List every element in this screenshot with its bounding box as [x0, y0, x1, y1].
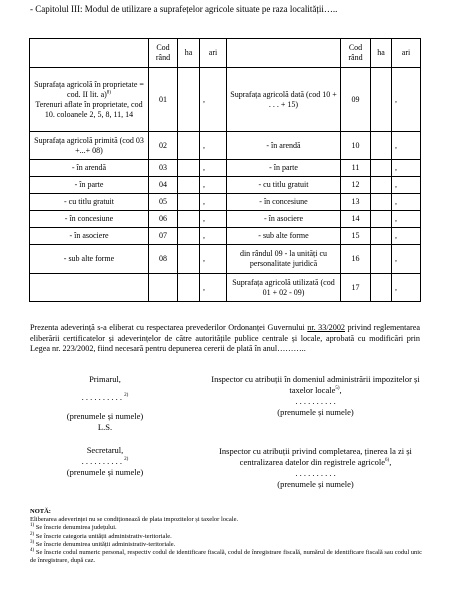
- row-code-left: 02: [149, 132, 178, 160]
- table-row: [30, 274, 421, 302]
- row-code-left: [149, 274, 178, 302]
- row-label-left: [30, 274, 149, 302]
- chapter-heading: - Capitolul III: Modul de utilizare a suprafețelor agricole situate pe raza localității…..: [30, 4, 338, 14]
- row-label-right: Suprafața agricolă utilizată (cod 01 + 02 - 09): [227, 274, 341, 302]
- notes-title: NOTĂ:: [30, 508, 51, 515]
- row-ha-right: [371, 160, 392, 177]
- table-row: [30, 228, 421, 245]
- header-blank-left: [30, 39, 149, 68]
- row-ha-left: [178, 177, 200, 194]
- header-blank-right: [227, 39, 341, 68]
- tax-inspector-name-caption: (prenumele și numele): [277, 407, 354, 417]
- row-ari-left: ,: [200, 245, 227, 274]
- footnotes: [30, 508, 422, 565]
- row-code-right: 10: [341, 132, 371, 160]
- row-ari-right: ,: [392, 194, 421, 211]
- row-ha-left: [178, 274, 200, 302]
- row-label-right: - în asociere: [227, 211, 341, 228]
- note-3: $^{3)}$ Se înscrie denumirea unității administrativ-teritoriale.: [30, 539, 176, 548]
- row-label-left: - sub alte forme: [30, 245, 149, 274]
- row-code-right: 12: [341, 177, 371, 194]
- row-ha-left: [178, 228, 200, 245]
- mayor-signature-block: [30, 374, 180, 433]
- row-code-left: 05: [149, 194, 178, 211]
- row-ari-right: ,: [392, 160, 421, 177]
- tax-inspector-title: Inspector cu atribuții în domeniul administrării impozitelor și taxelor locale$^{5)}$,: [211, 374, 420, 395]
- ordinance-reference: nr. 33/2002: [307, 323, 346, 332]
- registry-inspector-name-line: . . . . . . . . . .: [295, 468, 336, 478]
- row-label-left: Suprafața agricolă în proprietate = cod. II lit. a)$^{8)}$ Terenuri aflate în proprietate, cod 10. coloanele 2, 5, 8, 11, 14: [30, 68, 149, 132]
- row-ha-left: [178, 68, 200, 132]
- table-header-row: [30, 39, 421, 68]
- row-ha-left: [178, 211, 200, 228]
- note-0: Eliberarea adeverinței nu se condiționează de plata impozitelor și taxelor locale.: [30, 516, 239, 524]
- table-row: [30, 160, 421, 177]
- row-code-right: 16: [341, 245, 371, 274]
- row-ari-left: ,: [200, 194, 227, 211]
- note-4: $^{4)}$ Se înscrie codul numeric personal, respectiv codul de identificare fiscală, codul de înregistrare fiscală, numărul de identificare fiscală sau codul unic de înregistrare, după caz.: [30, 547, 422, 565]
- table-row: [30, 245, 421, 274]
- row-label-left: - în asociere: [30, 228, 149, 245]
- row-label-right: - în parte: [227, 160, 341, 177]
- row-code-left: 06: [149, 211, 178, 228]
- row-code-right: 17: [341, 274, 371, 302]
- row-ha-right: [371, 132, 392, 160]
- row-code-left: 08: [149, 245, 178, 274]
- row-ha-right: [371, 194, 392, 211]
- row-code-left: 04: [149, 177, 178, 194]
- row-label-right: - cu titlu gratuit: [227, 177, 341, 194]
- row-code-right: 09: [341, 68, 371, 132]
- note-1: $^{1)}$ Se înscrie denumirea județului.: [30, 523, 117, 532]
- row-label-right: Suprafața agricolă dată (cod 10 + . . . + 15): [227, 68, 341, 132]
- row-code-right: 11: [341, 160, 371, 177]
- mayor-name-line: . . . . . . . . . . $^{2)}$: [81, 392, 129, 402]
- row-ha-right: [371, 177, 392, 194]
- header-cod-left: Cod rând: [149, 39, 178, 68]
- table-row: [30, 211, 421, 228]
- row-code-left: 03: [149, 160, 178, 177]
- row-label-left: - în parte: [30, 177, 149, 194]
- row-code-left: 07: [149, 228, 178, 245]
- row-ari-right: ,: [392, 211, 421, 228]
- row-label-right: - în concesiune: [227, 194, 341, 211]
- table-row: [30, 68, 421, 132]
- header-ha-right: ha: [371, 39, 392, 68]
- row-ari-left: ,: [200, 160, 227, 177]
- row-code-right: 13: [341, 194, 371, 211]
- header-ari-left: ari: [200, 39, 227, 68]
- row-code-left: 01: [149, 68, 178, 132]
- row-ha-right: [371, 245, 392, 274]
- row-ha-left: [178, 132, 200, 160]
- registry-inspector-name-caption: (prenumele și numele): [277, 479, 354, 489]
- row-ari-right: ,: [392, 274, 421, 302]
- mayor-title: Primarul,: [89, 374, 121, 384]
- row-label-left: - în concesiune: [30, 211, 149, 228]
- row-ari-left: ,: [200, 132, 227, 160]
- row-label-right: din rândul 09 - la unități cu personalitate juridică: [227, 245, 341, 274]
- row-ha-right: [371, 68, 392, 132]
- row-ari-right: ,: [392, 177, 421, 194]
- tax-inspector-signature-block: [208, 374, 423, 418]
- row-ari-left: ,: [200, 274, 227, 302]
- row-ari-left: ,: [200, 228, 227, 245]
- registry-inspector-title: Inspector cu atribuții privind completarea, ținerea la zi și centralizarea datelor din registrele agricole$^{6)}$,: [219, 446, 412, 467]
- table-row: [30, 132, 421, 160]
- row-label-left: - cu titlu gratuit: [30, 194, 149, 211]
- statement-text-1: Prezenta adeverință s-a eliberat cu respectarea prevederilor Ordonanței Guvernului: [30, 323, 308, 332]
- row-ari-right: ,: [392, 132, 421, 160]
- row-ari-left: ,: [200, 68, 227, 132]
- registry-inspector-signature-block: [208, 446, 423, 490]
- row-label-right: - sub alte forme: [227, 228, 341, 245]
- note-2: $^{2)}$ Se înscrie categoria unității administrativ-teritoriale.: [30, 531, 172, 540]
- row-ari-right: ,: [392, 68, 421, 132]
- row-ha-right: [371, 228, 392, 245]
- row-ari-right: ,: [392, 245, 421, 274]
- row-label-left: - în arendă: [30, 160, 149, 177]
- secretary-title: Secretarul,: [86, 445, 124, 455]
- mayor-name-caption: (prenumele și numele): [66, 411, 144, 421]
- tax-inspector-name-line: . . . . . . . . . .: [295, 396, 336, 406]
- row-code-right: 14: [341, 211, 371, 228]
- row-ha-right: [371, 211, 392, 228]
- row-code-right: 15: [341, 228, 371, 245]
- row-label-right: - în arendă: [227, 132, 341, 160]
- row-ari-left: ,: [200, 177, 227, 194]
- certificate-statement: [30, 323, 420, 355]
- header-cod-right: Cod rând: [341, 39, 371, 68]
- secretary-signature-block: [30, 445, 180, 478]
- row-label-left: Suprafața agricolă primită (cod 03 +...+ 08): [30, 132, 149, 160]
- row-ari-left: ,: [200, 211, 227, 228]
- secretary-name-caption: (prenumele și numele): [66, 467, 144, 477]
- row-ari-right: ,: [392, 228, 421, 245]
- row-ha-left: [178, 245, 200, 274]
- seal-mark: L.S.: [97, 422, 113, 432]
- statement-text-2: privind reglementarea eliberării certificatelor și adeverințelor de către autoritățile publice centrale și locale, aprobată cu modificări prin Legea nr. 223/2002, fiind necesară pentru depunerea cererii de plată în anul………..: [30, 323, 420, 353]
- row-ha-left: [178, 160, 200, 177]
- table-row: [30, 177, 421, 194]
- header-ha-left: ha: [178, 39, 200, 68]
- row-ha-left: [178, 194, 200, 211]
- land-use-table: [29, 38, 421, 302]
- table-row: [30, 194, 421, 211]
- table-body: [30, 39, 421, 302]
- header-ari-right: ari: [392, 39, 421, 68]
- secretary-name-line: . . . . . . . . . . $^{2)}$: [81, 456, 129, 466]
- row-ha-right: [371, 274, 392, 302]
